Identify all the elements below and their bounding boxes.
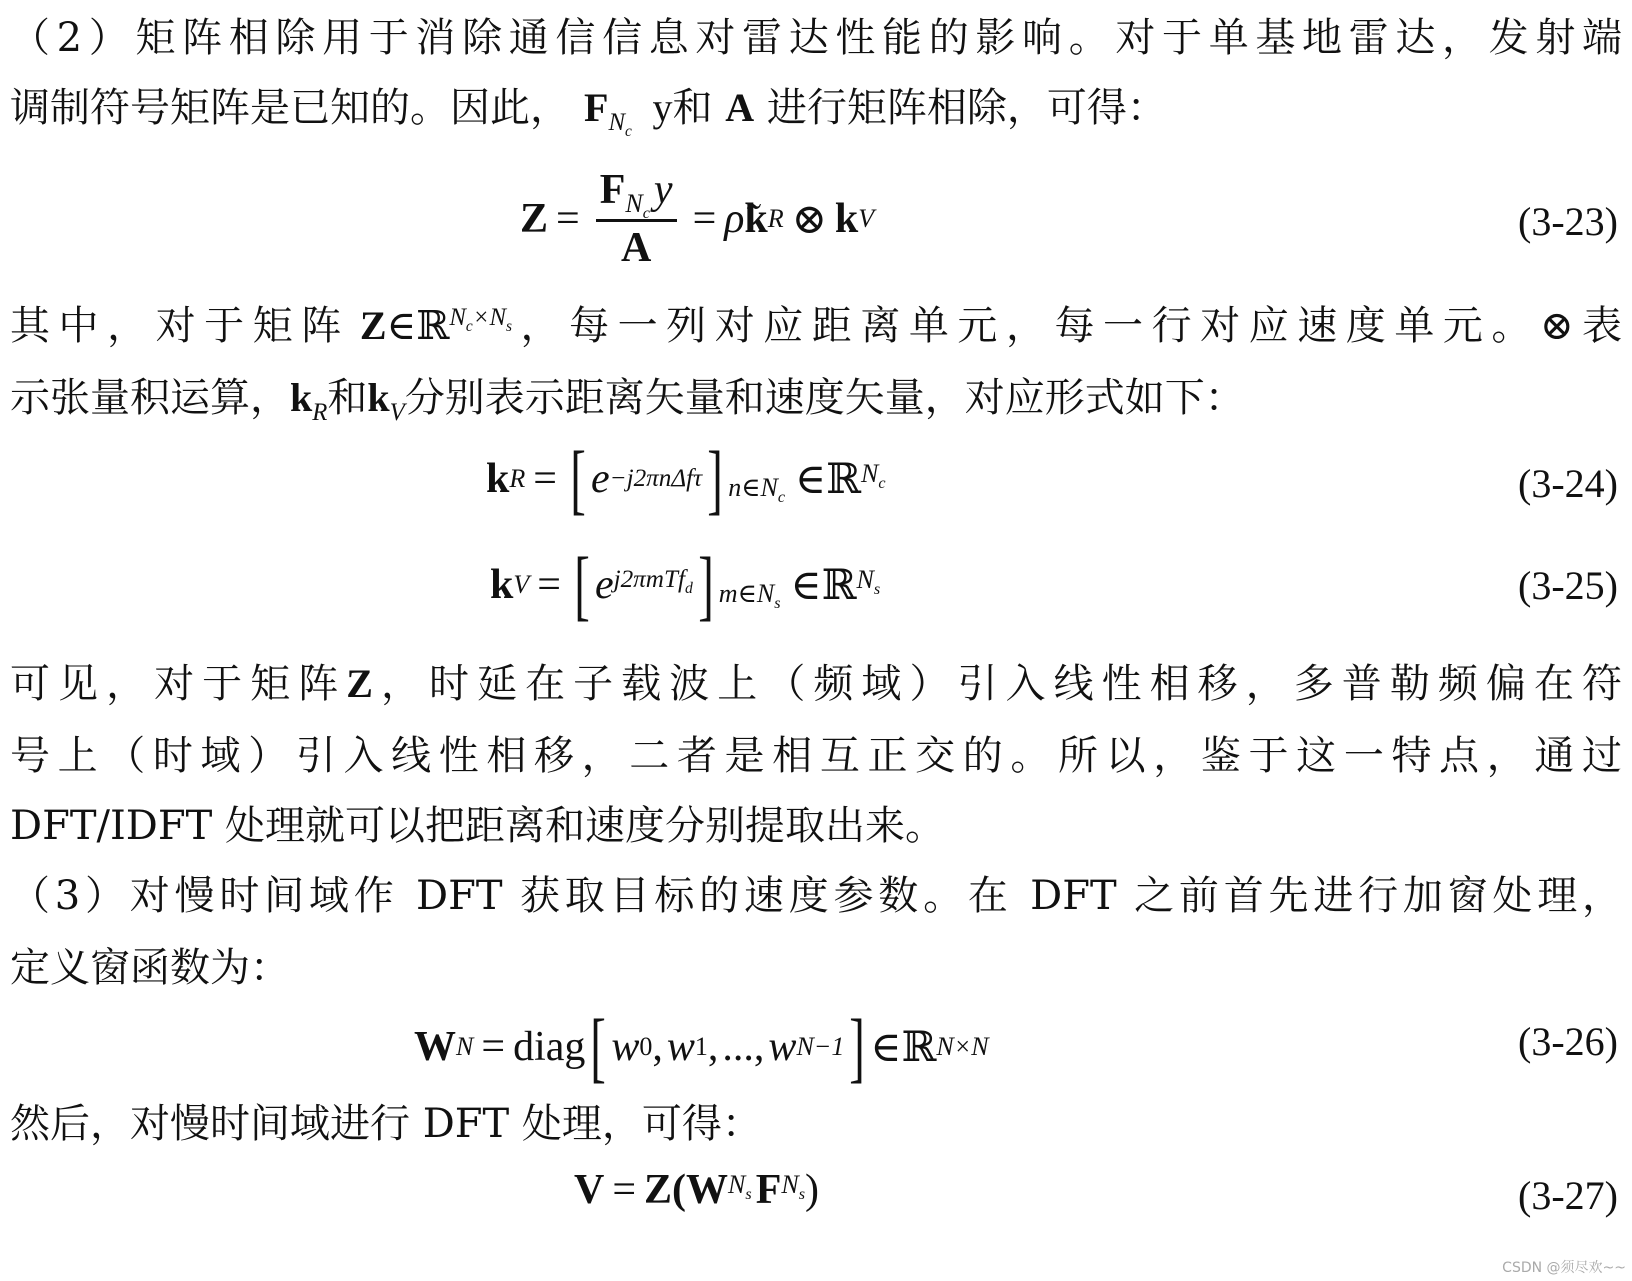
- equation-3-24: k R = [ e −j2πnΔfτ ] $_{n\in N_c}$ ∈ ℝ $N_c$: [486, 435, 886, 522]
- symbol-y: y: [652, 85, 673, 130]
- para1-line1: （2）矩阵相除用于消除通信信息对雷达性能的影响。对于单基地雷达，发射端: [10, 15, 1622, 61]
- para3-line1: 可见，对于矩阵Z，时延在子载波上（频域）引入线性相移，多普勒频偏在符: [10, 661, 1623, 707]
- eq-number-3-26: (3-26): [1518, 1019, 1618, 1064]
- eq-number-3-24: (3-24): [1518, 461, 1618, 506]
- para2-line1: 其中，对于矩阵 Z∈ℝ$^{N_c\times N_s}$，每一列对应距离单元，每一行对应速度单元。⊗表: [10, 303, 1623, 349]
- para5-line1: 然后，对慢时间域进行 DFT 处理，可得：: [10, 1101, 762, 1147]
- symbol-F-sub: Nc: [608, 109, 632, 140]
- equation-3-23: Z = $\frac{F_{N_c}y}{A}$ = ρ̃ k R ⊗ k V: [520, 167, 875, 271]
- equation-3-26: W N = diag [ w 0 , w 1 , ..., w N−1 ] ∈ ℝ N×N: [414, 1003, 989, 1090]
- text-and: 和: [672, 85, 713, 131]
- eq23-lhs: Z: [520, 195, 549, 242]
- para4-line2: 定义窗函数为：: [10, 945, 290, 991]
- para2-line2: 示张量积运算，$k_R$和$k_V$分别表示距离矢量和速度矢量，对应形式如下：: [10, 375, 1245, 426]
- csdn-watermark: CSDN @须尽欢~~: [1502, 1260, 1626, 1276]
- para3-line3: DFT/IDFT 处理就可以把距离和速度分别提取出来。: [10, 803, 945, 849]
- equation-3-27: V = Z( W $N_s$ F $N_s$ ): [574, 1167, 819, 1213]
- para1-line2-post: 进行矩阵相除，可得：: [766, 85, 1167, 131]
- eq-number-3-23: (3-23): [1518, 199, 1618, 244]
- para4-line1: （3）对慢时间域作 DFT 获取目标的速度参数。在 DFT 之前首先进行加窗处理，: [10, 873, 1622, 919]
- symbol-A: A: [725, 85, 755, 130]
- para1-line2-pre: 调制符号矩阵是已知的。因此，: [10, 85, 570, 131]
- symbol-F: F: [584, 85, 609, 130]
- eq-number-3-27: (3-27): [1518, 1173, 1618, 1218]
- equation-3-25: k V = [ e j2πmTf$_d$ ] $_{m\in N_s}$ ∈ ℝ $N_s$: [490, 541, 881, 628]
- eq-number-3-25: (3-25): [1518, 563, 1618, 608]
- eq23-rho: ρ̃: [724, 195, 745, 242]
- para3-line2: 号上（时域）引入线性相移，二者是相互正交的。所以，鉴于这一特点，通过: [10, 733, 1622, 779]
- eq23-fraction: $\frac{F_{N_c}y}{A}$: [596, 166, 677, 272]
- para1-line2: [10, 78, 1622, 138]
